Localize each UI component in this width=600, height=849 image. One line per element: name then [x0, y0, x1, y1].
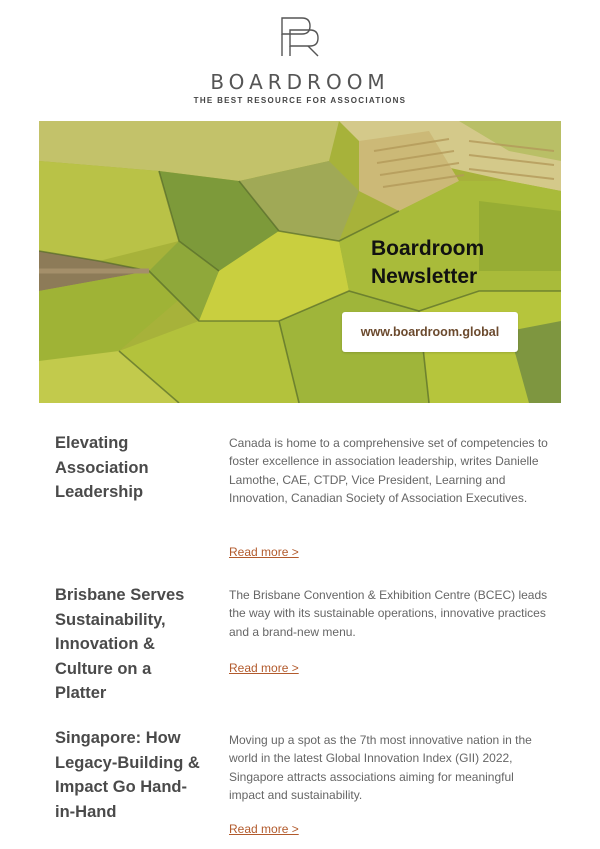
hero-banner: [39, 121, 561, 403]
brand-name: BOARDROOM: [210, 70, 390, 94]
article-summary: Moving up a spot as the 7th most innovative nation in the world in the latest Global Innovation Index (GII) 2022, Singapore attracts associations aiming for meaningful impact and sustainability.: [229, 733, 532, 802]
article-title[interactable]: Elevating Association Leadership: [55, 434, 149, 501]
read-more-link[interactable]: Read more >: [229, 822, 299, 836]
article-item: [55, 583, 555, 713]
hero-title: [371, 235, 551, 291]
hero-title-line-1: Boardroom: [371, 237, 485, 260]
article-summary: The Brisbane Convention & Exhibition Centre (BCEC) leads the way with its sustainable operations, innovative practices and a brand-new menu.: [229, 588, 548, 639]
article-title[interactable]: Singapore: How Legacy-Building & Impact Go Hand-in-Hand: [55, 729, 200, 821]
article-title[interactable]: Brisbane Serves Sustainability, Innovation & Culture on a Platter: [55, 586, 185, 702]
brand-tagline: THE BEST RESOURCE FOR ASSOCIATIONS: [193, 96, 407, 105]
read-more-link[interactable]: Read more >: [229, 545, 299, 559]
newsletter-header: [0, 0, 600, 110]
boardroom-logo-icon: [276, 16, 324, 58]
read-more-link[interactable]: Read more >: [229, 661, 299, 675]
website-link-button[interactable]: www.boardroom.global: [342, 312, 518, 352]
article-item: [55, 726, 555, 846]
article-item: [55, 431, 555, 571]
article-summary: Canada is home to a comprehensive set of competencies to foster excellence in association leadership, writes Danielle Lamothe, CAE, CTDP, Vice President, Learning and Innovation, Canadian Society of Association Executives.: [229, 436, 548, 505]
hero-title-line-2: Newsletter: [371, 265, 478, 288]
